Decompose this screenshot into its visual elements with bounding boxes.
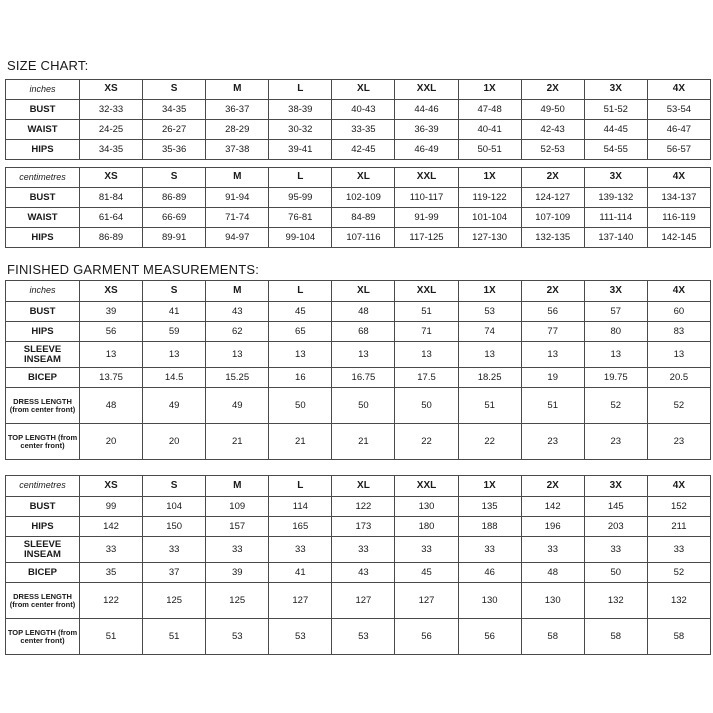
size-header-4x: 4X xyxy=(647,168,710,188)
table-cell: 135 xyxy=(458,497,521,517)
table-cell: 52 xyxy=(647,563,710,583)
size-header-3x: 3X xyxy=(584,476,647,497)
table-cell: 13.75 xyxy=(80,368,143,388)
table-cell: 21 xyxy=(332,424,395,460)
row-label-bust: BUST xyxy=(6,188,80,208)
table-cell: 180 xyxy=(395,517,458,537)
size-header-m: M xyxy=(206,80,269,100)
row-label-top-length: TOP LENGTH (from center front) xyxy=(6,424,80,460)
table-cell: 94-97 xyxy=(206,228,269,248)
table-cell: 42-45 xyxy=(332,140,395,160)
table-cell: 53 xyxy=(458,302,521,322)
table-cell: 30-32 xyxy=(269,120,332,140)
table-cell: 20.5 xyxy=(647,368,710,388)
table-cell: 13 xyxy=(269,342,332,368)
row-label-waist: WAIST xyxy=(6,208,80,228)
table-cell: 122 xyxy=(80,583,143,619)
size-header-xs: XS xyxy=(80,281,143,302)
table-cell: 51 xyxy=(80,619,143,655)
table-row-hips xyxy=(6,140,711,160)
size-header-3x: 3X xyxy=(584,80,647,100)
table-cell: 21 xyxy=(269,424,332,460)
size-header-s: S xyxy=(143,281,206,302)
table-cell: 33 xyxy=(269,537,332,563)
size-chart-inches-table xyxy=(5,79,711,160)
size-header-s: S xyxy=(143,476,206,497)
table-cell: 45 xyxy=(269,302,332,322)
table-cell: 127 xyxy=(395,583,458,619)
table-cell: 20 xyxy=(143,424,206,460)
table-cell: 71-74 xyxy=(206,208,269,228)
table-cell: 110-117 xyxy=(395,188,458,208)
table-cell: 56 xyxy=(458,619,521,655)
table-cell: 13 xyxy=(80,342,143,368)
table-cell: 53 xyxy=(206,619,269,655)
size-header-1x: 1X xyxy=(458,281,521,302)
row-label-hips: HIPS xyxy=(6,228,80,248)
row-label-top-length: TOP LENGTH (from center front) xyxy=(6,619,80,655)
table-cell: 38-39 xyxy=(269,100,332,120)
table-cell: 34-35 xyxy=(143,100,206,120)
table-cell: 157 xyxy=(206,517,269,537)
table-cell: 107-116 xyxy=(332,228,395,248)
finished-measurements-centimetres-table xyxy=(5,475,711,655)
table-cell: 107-109 xyxy=(521,208,584,228)
table-cell: 19.75 xyxy=(584,368,647,388)
table-cell: 99 xyxy=(80,497,143,517)
table-cell: 50 xyxy=(332,388,395,424)
table-cell: 59 xyxy=(143,322,206,342)
size-chart-centimetres-table xyxy=(5,167,711,248)
size-header-3x: 3X xyxy=(584,168,647,188)
row-label-bust: BUST xyxy=(6,302,80,322)
table-cell: 44-46 xyxy=(395,100,458,120)
table-cell: 61-64 xyxy=(80,208,143,228)
table-row-bust xyxy=(6,497,711,517)
table-cell: 102-109 xyxy=(332,188,395,208)
table-cell: 86-89 xyxy=(143,188,206,208)
table-cell: 49-50 xyxy=(521,100,584,120)
table-cell: 34-35 xyxy=(80,140,143,160)
table-cell: 58 xyxy=(521,619,584,655)
table-cell: 13 xyxy=(647,342,710,368)
table-cell: 43 xyxy=(332,563,395,583)
size-header-xxl: XXL xyxy=(395,80,458,100)
table-row-dress-length xyxy=(6,388,711,424)
header-row xyxy=(6,168,711,188)
size-header-2x: 2X xyxy=(521,476,584,497)
table-cell: 37 xyxy=(143,563,206,583)
size-header-1x: 1X xyxy=(458,168,521,188)
table-cell: 51 xyxy=(143,619,206,655)
table-cell: 33 xyxy=(206,537,269,563)
table-cell: 17.5 xyxy=(395,368,458,388)
table-row-hips xyxy=(6,322,711,342)
table-cell: 132-135 xyxy=(521,228,584,248)
table-cell: 142 xyxy=(80,517,143,537)
table-cell: 66-69 xyxy=(143,208,206,228)
table-cell: 130 xyxy=(395,497,458,517)
size-header-xxl: XXL xyxy=(395,281,458,302)
table-cell: 89-91 xyxy=(143,228,206,248)
table-cell: 39 xyxy=(80,302,143,322)
table-cell: 39-41 xyxy=(269,140,332,160)
size-chart-heading: SIZE CHART: xyxy=(7,58,89,73)
size-header-1x: 1X xyxy=(458,80,521,100)
table-cell: 139-132 xyxy=(584,188,647,208)
table-cell: 33 xyxy=(143,537,206,563)
unit-label: centimetres xyxy=(6,476,80,497)
table-cell: 42-43 xyxy=(521,120,584,140)
table-cell: 19 xyxy=(521,368,584,388)
table-cell: 77 xyxy=(521,322,584,342)
table-cell: 51 xyxy=(395,302,458,322)
header-row xyxy=(6,281,711,302)
table-cell: 36-39 xyxy=(395,120,458,140)
table-cell: 86-89 xyxy=(80,228,143,248)
size-header-4x: 4X xyxy=(647,80,710,100)
table-cell: 117-125 xyxy=(395,228,458,248)
size-header-xl: XL xyxy=(332,80,395,100)
table-cell: 26-27 xyxy=(143,120,206,140)
size-header-s: S xyxy=(143,168,206,188)
table-cell: 13 xyxy=(395,342,458,368)
row-label-bust: BUST xyxy=(6,497,80,517)
size-header-xxl: XXL xyxy=(395,476,458,497)
table-row-bicep xyxy=(6,563,711,583)
table-cell: 16 xyxy=(269,368,332,388)
table-row-waist xyxy=(6,208,711,228)
table-cell: 45 xyxy=(395,563,458,583)
table-cell: 91-99 xyxy=(395,208,458,228)
table-cell: 22 xyxy=(458,424,521,460)
table-row-waist xyxy=(6,120,711,140)
size-header-xl: XL xyxy=(332,281,395,302)
table-cell: 109 xyxy=(206,497,269,517)
table-cell: 53 xyxy=(269,619,332,655)
table-cell: 16.75 xyxy=(332,368,395,388)
size-header-m: M xyxy=(206,168,269,188)
table-cell: 50 xyxy=(584,563,647,583)
size-header-2x: 2X xyxy=(521,168,584,188)
finished-measurements-heading: FINISHED GARMENT MEASUREMENTS: xyxy=(7,262,260,277)
table-cell: 33 xyxy=(395,537,458,563)
table-cell: 74 xyxy=(458,322,521,342)
table-cell: 35-36 xyxy=(143,140,206,160)
table-cell: 13 xyxy=(458,342,521,368)
size-header-l: L xyxy=(269,281,332,302)
table-cell: 132 xyxy=(584,583,647,619)
unit-label: centimetres xyxy=(6,168,80,188)
table-row-bust xyxy=(6,100,711,120)
size-header-2x: 2X xyxy=(521,80,584,100)
table-cell: 203 xyxy=(584,517,647,537)
table-cell: 83 xyxy=(647,322,710,342)
size-header-xxl: XXL xyxy=(395,168,458,188)
table-row-sleeve-inseam xyxy=(6,342,711,368)
table-cell: 33 xyxy=(458,537,521,563)
table-cell: 40-43 xyxy=(332,100,395,120)
table-cell: 48 xyxy=(521,563,584,583)
table-cell: 46-49 xyxy=(395,140,458,160)
size-header-4x: 4X xyxy=(647,476,710,497)
row-label-bicep: BICEP xyxy=(6,563,80,583)
table-row-top-length xyxy=(6,619,711,655)
table-cell: 35 xyxy=(80,563,143,583)
size-header-1x: 1X xyxy=(458,476,521,497)
finished-measurements-inches-table xyxy=(5,280,711,460)
table-cell: 114 xyxy=(269,497,332,517)
table-cell: 58 xyxy=(584,619,647,655)
table-cell: 57 xyxy=(584,302,647,322)
table-cell: 23 xyxy=(584,424,647,460)
size-header-l: L xyxy=(269,80,332,100)
row-label-hips: HIPS xyxy=(6,322,80,342)
size-header-xl: XL xyxy=(332,476,395,497)
size-header-xl: XL xyxy=(332,168,395,188)
size-header-l: L xyxy=(269,476,332,497)
size-header-m: M xyxy=(206,476,269,497)
table-cell: 84-89 xyxy=(332,208,395,228)
size-header-xs: XS xyxy=(80,476,143,497)
table-cell: 101-104 xyxy=(458,208,521,228)
size-header-xs: XS xyxy=(80,80,143,100)
header-row xyxy=(6,80,711,100)
table-cell: 80 xyxy=(584,322,647,342)
size-header-4x: 4X xyxy=(647,281,710,302)
table-cell: 33 xyxy=(647,537,710,563)
table-cell: 124-127 xyxy=(521,188,584,208)
header-row xyxy=(6,476,711,497)
table-cell: 58 xyxy=(647,619,710,655)
table-cell: 91-94 xyxy=(206,188,269,208)
table-cell: 137-140 xyxy=(584,228,647,248)
table-cell: 51-52 xyxy=(584,100,647,120)
table-cell: 22 xyxy=(395,424,458,460)
table-cell: 23 xyxy=(521,424,584,460)
table-cell: 54-55 xyxy=(584,140,647,160)
table-cell: 51 xyxy=(458,388,521,424)
table-row-dress-length xyxy=(6,583,711,619)
table-cell: 68 xyxy=(332,322,395,342)
table-cell: 119-122 xyxy=(458,188,521,208)
table-cell: 50-51 xyxy=(458,140,521,160)
size-header-2x: 2X xyxy=(521,281,584,302)
table-cell: 33 xyxy=(80,537,143,563)
table-row-hips xyxy=(6,228,711,248)
table-cell: 130 xyxy=(458,583,521,619)
table-cell: 47-48 xyxy=(458,100,521,120)
table-cell: 13 xyxy=(584,342,647,368)
row-label-bicep: BICEP xyxy=(6,368,80,388)
table-cell: 81-84 xyxy=(80,188,143,208)
table-cell: 32-33 xyxy=(80,100,143,120)
table-cell: 116-119 xyxy=(647,208,710,228)
table-cell: 28-29 xyxy=(206,120,269,140)
table-cell: 13 xyxy=(521,342,584,368)
table-cell: 43 xyxy=(206,302,269,322)
table-cell: 62 xyxy=(206,322,269,342)
table-cell: 95-99 xyxy=(269,188,332,208)
table-cell: 60 xyxy=(647,302,710,322)
table-cell: 44-45 xyxy=(584,120,647,140)
table-cell: 56 xyxy=(395,619,458,655)
table-cell: 65 xyxy=(269,322,332,342)
table-row-bicep xyxy=(6,368,711,388)
table-row-sleeve-inseam xyxy=(6,537,711,563)
row-label-sleeve-inseam: SLEEVE INSEAM xyxy=(6,342,80,368)
size-header-s: S xyxy=(143,80,206,100)
table-cell: 41 xyxy=(269,563,332,583)
table-cell: 56 xyxy=(80,322,143,342)
table-cell: 56-57 xyxy=(647,140,710,160)
table-cell: 196 xyxy=(521,517,584,537)
table-cell: 104 xyxy=(143,497,206,517)
table-cell: 53-54 xyxy=(647,100,710,120)
unit-label: inches xyxy=(6,281,80,302)
table-cell: 33 xyxy=(521,537,584,563)
table-cell: 122 xyxy=(332,497,395,517)
table-cell: 23 xyxy=(647,424,710,460)
table-cell: 33 xyxy=(332,537,395,563)
row-label-hips: HIPS xyxy=(6,140,80,160)
table-cell: 188 xyxy=(458,517,521,537)
table-cell: 49 xyxy=(206,388,269,424)
table-cell: 211 xyxy=(647,517,710,537)
table-cell: 173 xyxy=(332,517,395,537)
table-cell: 49 xyxy=(143,388,206,424)
table-cell: 127 xyxy=(332,583,395,619)
table-cell: 48 xyxy=(80,388,143,424)
table-cell: 53 xyxy=(332,619,395,655)
table-cell: 14.5 xyxy=(143,368,206,388)
table-cell: 142 xyxy=(521,497,584,517)
table-cell: 36-37 xyxy=(206,100,269,120)
row-label-waist: WAIST xyxy=(6,120,80,140)
table-cell: 48 xyxy=(332,302,395,322)
table-cell: 142-145 xyxy=(647,228,710,248)
table-cell: 46 xyxy=(458,563,521,583)
table-cell: 52 xyxy=(584,388,647,424)
table-cell: 127 xyxy=(269,583,332,619)
table-cell: 13 xyxy=(332,342,395,368)
table-cell: 24-25 xyxy=(80,120,143,140)
size-header-m: M xyxy=(206,281,269,302)
table-cell: 37-38 xyxy=(206,140,269,160)
table-cell: 165 xyxy=(269,517,332,537)
row-label-sleeve-inseam: SLEEVE INSEAM xyxy=(6,537,80,563)
table-cell: 40-41 xyxy=(458,120,521,140)
table-cell: 52-53 xyxy=(521,140,584,160)
table-row-top-length xyxy=(6,424,711,460)
size-header-3x: 3X xyxy=(584,281,647,302)
size-header-xs: XS xyxy=(80,168,143,188)
table-cell: 99-104 xyxy=(269,228,332,248)
table-cell: 51 xyxy=(521,388,584,424)
table-cell: 18.25 xyxy=(458,368,521,388)
table-cell: 111-114 xyxy=(584,208,647,228)
table-row-bust xyxy=(6,188,711,208)
table-cell: 21 xyxy=(206,424,269,460)
table-cell: 52 xyxy=(647,388,710,424)
table-cell: 33-35 xyxy=(332,120,395,140)
table-cell: 130 xyxy=(521,583,584,619)
table-cell: 41 xyxy=(143,302,206,322)
table-cell: 33 xyxy=(584,537,647,563)
table-cell: 46-47 xyxy=(647,120,710,140)
table-cell: 13 xyxy=(143,342,206,368)
row-label-dress-length: DRESS LENGTH (from center front) xyxy=(6,583,80,619)
table-cell: 56 xyxy=(521,302,584,322)
table-row-bust xyxy=(6,302,711,322)
table-cell: 125 xyxy=(143,583,206,619)
table-cell: 145 xyxy=(584,497,647,517)
table-cell: 127-130 xyxy=(458,228,521,248)
table-cell: 15.25 xyxy=(206,368,269,388)
row-label-dress-length: DRESS LENGTH (from center front) xyxy=(6,388,80,424)
table-cell: 13 xyxy=(206,342,269,368)
table-cell: 134-137 xyxy=(647,188,710,208)
unit-label: inches xyxy=(6,80,80,100)
row-label-hips: HIPS xyxy=(6,517,80,537)
table-cell: 20 xyxy=(80,424,143,460)
table-cell: 125 xyxy=(206,583,269,619)
table-row-hips xyxy=(6,517,711,537)
row-label-bust: BUST xyxy=(6,100,80,120)
table-cell: 39 xyxy=(206,563,269,583)
table-cell: 50 xyxy=(269,388,332,424)
size-header-l: L xyxy=(269,168,332,188)
table-cell: 50 xyxy=(395,388,458,424)
table-cell: 76-81 xyxy=(269,208,332,228)
table-cell: 150 xyxy=(143,517,206,537)
table-cell: 71 xyxy=(395,322,458,342)
table-cell: 132 xyxy=(647,583,710,619)
table-cell: 152 xyxy=(647,497,710,517)
